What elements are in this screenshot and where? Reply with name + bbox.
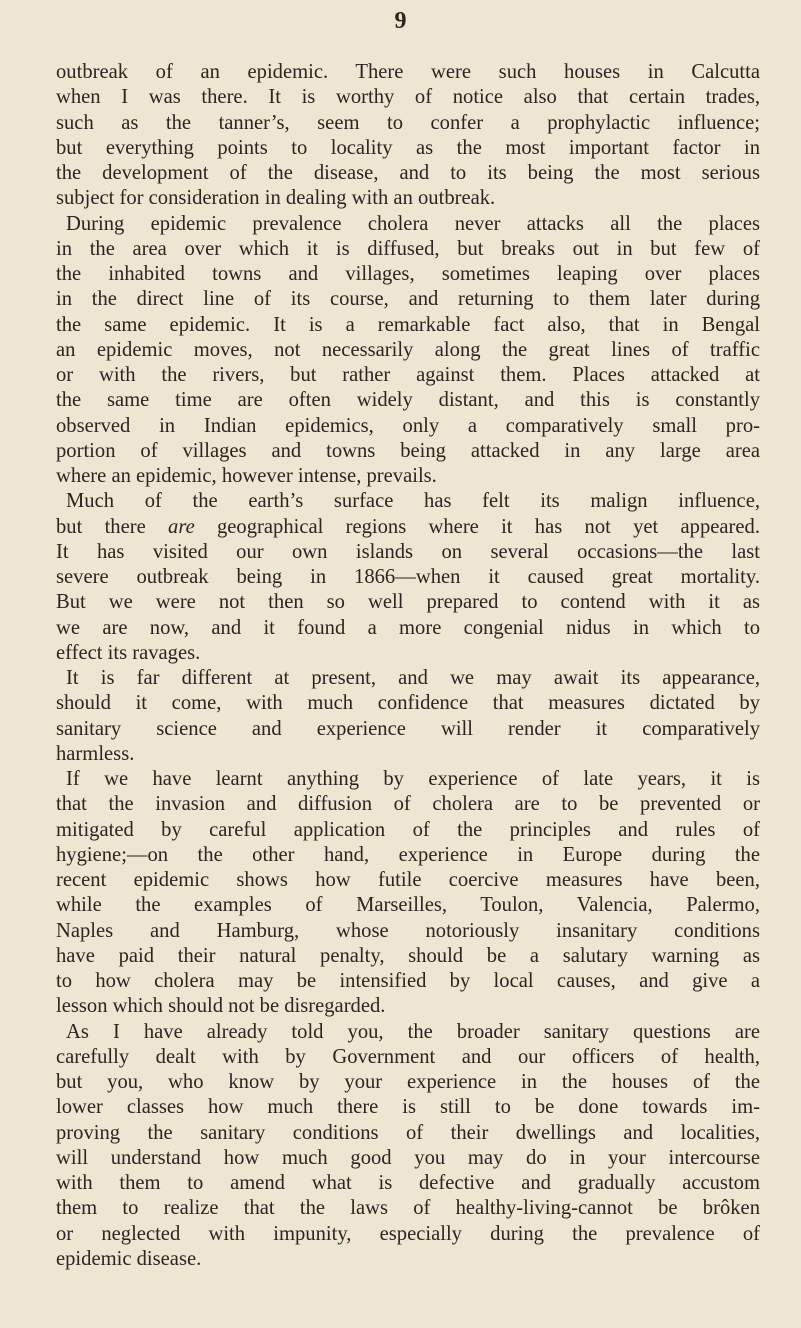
text-line: where an epidemic, however intense, prevails. [56, 465, 437, 487]
body-text [56, 60, 760, 1272]
text-line: while the examples of Marseilles, Toulon, Valencia, Palermo, [56, 894, 760, 917]
text-line: to how cholera may be intensified by local causes, and give a [56, 970, 760, 992]
text-line: that the invasion and diffusion of cholera are to be prevented or [56, 793, 760, 816]
text-line: in the direct line of its course, and returning to them later during [56, 288, 760, 311]
text-line: As I have already told you, the broader sanitary questions are [66, 1020, 760, 1043]
text-line: Naples and Hamburg, whose notoriously insanitary conditions [56, 919, 760, 942]
text-line: observed in Indian epidemics, only a comparatively small pro- [56, 414, 760, 437]
text-line: them to realize that the laws of healthy-living-cannot be brôken [56, 1197, 760, 1220]
text-line: hygiene;—on the other hand, experience in Europe during the [56, 843, 760, 866]
text-line: It has visited our own islands on several occasions—the last [56, 540, 760, 563]
text-line: an epidemic moves, not necessarily along the great lines of traffic [56, 338, 760, 361]
text-line: epidemic disease. [56, 1247, 202, 1270]
text-line: we are now, and it found a more congenial nidus in which to [56, 616, 760, 639]
text-line: will understand how much good you may do in your intercourse [56, 1146, 760, 1169]
text-line: effect its ravages. [56, 641, 201, 664]
text-line: lesson which should not be disregarded. [56, 995, 386, 1018]
text-line: subject for consideration in dealing with an outbreak. [56, 187, 496, 210]
text-line: the same time are often widely distant, and this is constantly [56, 389, 760, 412]
text-line: It is far different at present, and we may await its appearance, [66, 667, 760, 689]
text-line: If we have learnt anything by experience of late years, it is [66, 768, 760, 790]
text-line: During epidemic prevalence cholera never attacks all the places [66, 212, 760, 235]
text-line: should it come, with much confidence that measures dictated by [56, 692, 760, 715]
text-line: the inhabited towns and villages, sometimes leaping over places [56, 263, 760, 285]
text-line: but you, who know by your experience in the houses of the [56, 1071, 760, 1093]
text-line: but there are geographical regions where it has not yet appeared. [56, 515, 761, 538]
text-line: have paid their natural penalty, should be a salutary warning as [56, 944, 760, 967]
text-line: mitigated by careful application of the principles and rules of [56, 818, 760, 841]
text-line: such as the tanner’s, seem to confer a prophylactic influence; [56, 111, 760, 134]
text-line: the development of the disease, and to its being the most serious [56, 162, 760, 184]
text-line: severe outbreak being in 1866—when it caused great mortality. [56, 566, 760, 588]
text-line: portion of villages and towns being attacked in any large area [56, 439, 760, 462]
text-line: carefully dealt with by Government and our officers of health, [56, 1045, 760, 1068]
text-line: outbreak of an epidemic. There were such houses in Calcutta [56, 61, 760, 83]
text-line: but everything points to locality as the most important factor in [56, 136, 760, 159]
page-number: 9 [394, 8, 407, 34]
text-line: or with the rivers, but rather against them. Places attacked at [56, 364, 760, 386]
text-line: with them to amend what is defective and gradually accustom [56, 1172, 760, 1194]
text-line: in the area over which it is diffused, but breaks out in but few of [56, 237, 760, 260]
text-line: or neglected with impunity, especially during the prevalence of [56, 1222, 760, 1245]
italic-word: are [168, 515, 195, 538]
text-line: sanitary science and experience will render it comparatively [56, 717, 760, 740]
text-line: recent epidemic shows how futile coercive measures have been, [56, 869, 760, 891]
text-line: lower classes how much there is still to be done towards im- [56, 1096, 760, 1119]
text-line: Much of the earth’s surface has felt its malign influence, [66, 490, 760, 513]
text-line: when I was there. It is worthy of notice also that certain trades, [56, 86, 760, 109]
text-line: But we were not then so well prepared to contend with it as [56, 591, 760, 614]
text-line: harmless. [56, 742, 135, 765]
text-line: the same epidemic. It is a remarkable fact also, that in Bengal [56, 313, 760, 336]
text-line: proving the sanitary conditions of their dwellings and localities, [56, 1121, 760, 1144]
